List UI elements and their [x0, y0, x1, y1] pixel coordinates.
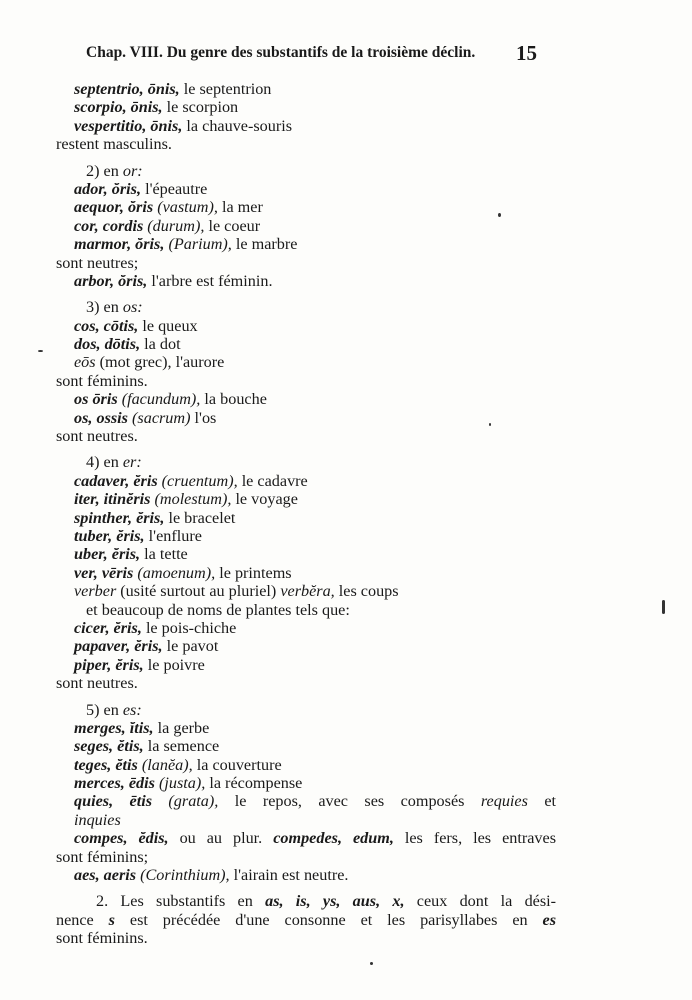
translation: la récompense: [205, 774, 303, 793]
page-number: 15: [516, 41, 537, 65]
heading-ending: os:: [122, 298, 143, 317]
latin-word: iter, itinĕris: [74, 490, 151, 509]
entry-cor: [56, 217, 556, 235]
latin-word: vespertitio, ōnis,: [74, 116, 183, 135]
latin-word: ver, vēris: [74, 563, 134, 582]
translation: le voyage: [231, 490, 298, 509]
translation: la couverture: [192, 755, 282, 774]
latin-note: verbĕra,: [280, 582, 335, 601]
paragraph-text: est précédée d'une consonne et les parisyllabes en: [129, 910, 528, 929]
entry-os-ossis: [56, 409, 556, 427]
entry-tuber: [56, 527, 556, 545]
latin-word: ador, ŏris,: [74, 179, 142, 198]
translation: le pavot: [162, 637, 219, 656]
conjunction: et: [544, 792, 556, 811]
scan-speck: [370, 962, 373, 965]
latin-note: (molestum),: [154, 490, 232, 509]
latin-note: (grata),: [168, 792, 219, 811]
translation: le repos, avec ses composés: [234, 792, 465, 811]
entry-cos: [56, 317, 556, 335]
heading-ending: er:: [122, 453, 142, 472]
latin-word: aequor, ŏris: [74, 198, 154, 217]
entry-seges: [56, 737, 556, 755]
translation: les coups: [334, 582, 399, 601]
entry-merges: [56, 719, 556, 737]
closing-text: sont féminins.: [56, 371, 148, 390]
entry-eos: [56, 353, 556, 371]
entry-vespertitio: [56, 117, 556, 135]
translation: le printems: [215, 563, 292, 582]
entry-teges: [56, 756, 556, 774]
closing-text: sont féminins;: [56, 847, 149, 866]
translation: ou au plur.: [179, 829, 263, 848]
translation: le marbre: [231, 235, 298, 254]
translation: le cadavre: [237, 471, 308, 490]
entry-merces: [56, 774, 556, 792]
heading-prefix: 4) en: [86, 453, 123, 472]
latin-word: os, ossis: [74, 408, 128, 427]
translation: l'arbre est féminin.: [147, 271, 273, 290]
latin-word: merges, ĭtis,: [74, 718, 154, 737]
latin-word: marmor, ŏris,: [74, 235, 165, 254]
latin-word: cor, cordis: [74, 216, 144, 235]
latin-ending: s: [108, 910, 115, 929]
chapter-label: Chap. VIII.: [86, 44, 163, 61]
latin-note: (sacrum): [132, 408, 191, 427]
translation: le scorpion: [162, 98, 239, 117]
scan-speck: [38, 350, 43, 352]
translation: le septentrion: [179, 80, 272, 98]
section-heading-es: [56, 701, 556, 719]
header-title: Du genre des substantifs de la troisième déclin.: [166, 44, 476, 61]
latin-compound: requies: [480, 792, 528, 811]
continuation-text: et beaucoup de noms de plantes tels que:: [86, 600, 350, 619]
entry-quies: [56, 792, 556, 810]
translation: (usité surtout au pluriel): [116, 582, 281, 601]
translation: le bracelet: [164, 508, 236, 527]
latin-word: quies, ētis: [74, 792, 153, 811]
latin-word: cicer, ĕris,: [74, 618, 142, 637]
latin-word: arbor, ŏris,: [74, 271, 148, 290]
latin-word: os ōris: [74, 390, 118, 409]
heading-prefix: 3) en: [86, 298, 123, 317]
latin-compound: inquies: [74, 810, 121, 829]
entry-septentrio: [56, 80, 556, 98]
entry-uber: [56, 545, 556, 563]
entry-papaver: [56, 637, 556, 655]
entry-compes: [56, 829, 556, 847]
translation: la tette: [140, 545, 188, 564]
latin-note: (durum),: [147, 216, 205, 235]
latin-endings: as, is, ys, aus, x,: [265, 892, 405, 911]
latin-note: (cruentum),: [161, 471, 238, 490]
heading-ending: or:: [122, 161, 143, 180]
latin-word: dos, dōtis,: [74, 335, 141, 354]
latin-word: tuber, ĕris,: [74, 526, 145, 545]
translation: l'airain est neutre.: [229, 866, 349, 885]
entry-inquies: [56, 811, 556, 829]
entry-cadaver: [56, 472, 556, 490]
latin-word: septentrio, ōnis,: [74, 80, 180, 98]
translation: l'os: [190, 408, 217, 427]
latin-note: (Parium),: [168, 235, 232, 254]
latin-word: piper, ĕris,: [74, 655, 144, 674]
paragraph-text: nence: [56, 910, 94, 929]
entry-dos: [56, 335, 556, 353]
translation: la semence: [143, 737, 220, 756]
translation: les fers, les entraves: [404, 829, 557, 848]
latin-note: (facundum),: [121, 390, 201, 409]
latin-note: (vastum),: [157, 198, 218, 217]
paragraph-2-line-3: sont féminins.: [56, 929, 148, 948]
latin-note: (lanĕa),: [141, 755, 193, 774]
latin-word: eōs: [74, 353, 96, 372]
latin-note: (justa),: [158, 774, 206, 793]
entry-verber: [56, 582, 556, 600]
latin-word: scorpio, ōnis,: [74, 98, 163, 117]
translation: l'épeautre: [141, 179, 208, 198]
entry-aequor: [56, 198, 556, 216]
entry-os-oris: [56, 390, 556, 408]
running-header: [86, 41, 546, 65]
translation: la dot: [140, 335, 181, 354]
section-heading-or: [56, 162, 556, 180]
closing-text: sont neutres.: [56, 427, 138, 446]
entry-ador: [56, 180, 556, 198]
entry-iter: [56, 490, 556, 508]
latin-word: aes, aeris: [74, 866, 137, 885]
latin-word: spinther, ĕris,: [74, 508, 165, 527]
scan-speck: [662, 600, 665, 614]
closing-text: sont neutres;: [56, 253, 139, 272]
latin-word: compes, ĕdis,: [74, 829, 169, 848]
translation: l'enflure: [144, 526, 202, 545]
latin-word: verber: [74, 582, 117, 601]
entry-arbor: [56, 272, 556, 290]
translation: (mot grec), l'aurore: [95, 353, 225, 372]
section-heading-os: [56, 298, 556, 316]
entry-scorpio: [56, 98, 556, 116]
translation: la mer: [217, 198, 263, 217]
heading-prefix: 5) en: [86, 700, 123, 719]
translation: le poivre: [143, 655, 205, 674]
paragraph-2-line-1: [56, 892, 556, 910]
entry-marmor: [56, 235, 556, 253]
translation: la chauve-souris: [182, 116, 293, 135]
entry-ver: [56, 564, 556, 582]
entry-cicer: [56, 619, 556, 637]
paragraph-number: 2.: [96, 892, 109, 911]
translation: le queux: [138, 316, 198, 335]
translation: la bouche: [200, 390, 267, 409]
latin-word: uber, ĕris,: [74, 545, 141, 564]
closing-text: restent masculins.: [56, 135, 172, 154]
section-heading-er: [56, 453, 556, 471]
latin-word: cos, cōtis,: [74, 316, 139, 335]
latin-ending: es: [542, 910, 557, 929]
scan-speck: [489, 423, 491, 426]
translation: le pois-chiche: [141, 618, 237, 637]
latin-word: seges, ĕtis,: [74, 737, 144, 756]
page-body: [56, 80, 556, 948]
latin-word: teges, ĕtis: [74, 755, 138, 774]
entry-piper: [56, 656, 556, 674]
paragraph-text: ceux dont la dési-: [416, 892, 557, 911]
latin-plural: compedes, edum,: [273, 829, 394, 848]
latin-note: (amoenum),: [137, 563, 216, 582]
heading-prefix: 2) en: [86, 161, 123, 180]
latin-note: (Corinthium),: [140, 866, 230, 885]
scan-speck: [498, 213, 501, 217]
heading-ending: es:: [122, 700, 142, 719]
translation: la gerbe: [153, 718, 210, 737]
entry-aes: [56, 866, 556, 884]
paragraph-text: Les substantifs en: [120, 892, 253, 911]
latin-word: merces, ēdis: [74, 774, 155, 793]
closing-text: sont neutres.: [56, 674, 138, 693]
latin-word: cadaver, ĕris: [74, 471, 158, 490]
entry-spinther: [56, 509, 556, 527]
latin-word: papaver, ĕris,: [74, 637, 163, 656]
translation: le coeur: [204, 216, 261, 235]
paragraph-2-line-2: [56, 911, 556, 929]
